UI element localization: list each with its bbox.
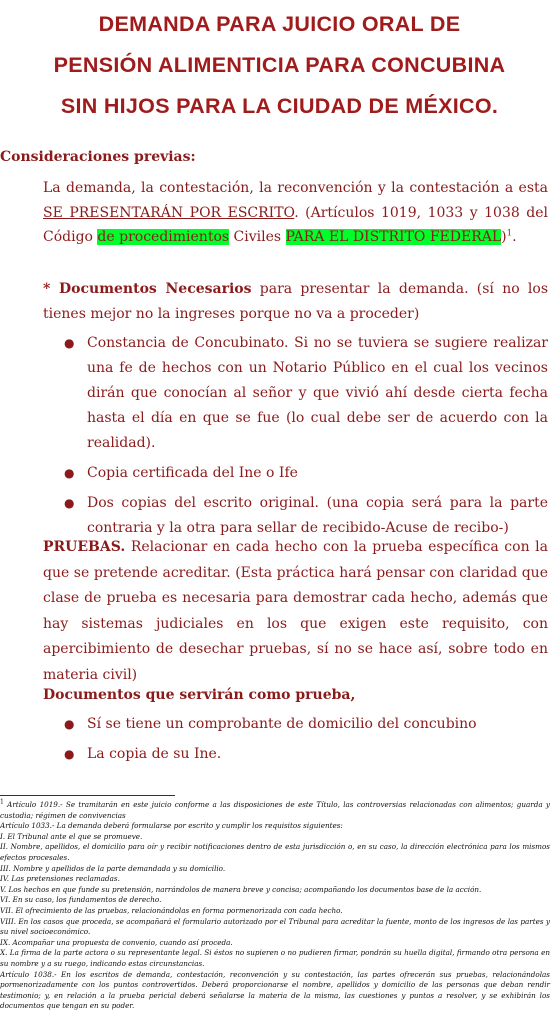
pruebas-rest: Relacionar en cada hecho con la prueba específica con la que se pretende acreditar. (Esta práctica hará pensar con claridad que clase de prueba es necesaria para demostrar cada hecho, además que hay sistemas judiciales en los que exigen este requisito, con apercibimiento de desechar pruebas, sí no se hace así, sobre todo en materia civil) (43, 539, 548, 683)
bullet-icon: ● (64, 717, 75, 731)
list-item (60, 742, 548, 767)
list-item-text: Copia certificada del Ine o Ife (87, 465, 298, 481)
underlined-text: SE PRESENTARÁN POR ESCRITO (43, 204, 295, 221)
list-item-text: Dos copias del escrito original. (una copia será para la parte contraria y la otra para sellar de recibido-Acuse de recibo-) (87, 495, 548, 536)
list-item (60, 491, 548, 541)
pruebas-lead: PRUEBAS. (43, 539, 126, 555)
footnote-separator (0, 795, 175, 796)
documentos-prueba-list (60, 712, 548, 772)
footnote-line: VIII. En los casos que proceda, se acompañará el formulario autorizado por el Tribunal para acreditar la fuente, monto de los ingresos de las partes y su nivel socioeconómico. (0, 916, 550, 937)
title-line-1: DEMANDA PARA JUICIO ORAL DE (98, 12, 461, 36)
bullet-icon: ● (64, 496, 75, 510)
footnote-line: VI. En su caso, los fundamentos de derecho. (0, 895, 162, 905)
highlighted-text: PARA EL DISTRITO FEDERAL (285, 229, 502, 245)
footnote-line: IX. Acompañar una propuesta de convenio, cuando así proceda. (0, 937, 233, 947)
footnote-text: Artículo 1019.- Se tramitarán en este juicio conforme a las disposiciones de este Título, las controversias relacionadas con alimentos; guarda y custodia; régimen de convivencias (0, 800, 550, 820)
footnote-line: VII. El ofrecimiento de las pruebas, relacionándolas en forma pormenorizada con cada hecho. (0, 905, 343, 915)
text-segment: Civiles (229, 229, 286, 245)
list-item (60, 331, 548, 456)
pruebas-paragraph (43, 535, 548, 688)
footnote-line: Artículo 1033.- La demanda deberá formularse por escrito y cumplir los requisitos siguientes: (0, 821, 343, 831)
bullet-icon: ● (64, 336, 75, 350)
footnote-line: II. Nombre, apellidos, el domicilio para oír y recibir notificaciones dentro de esta jurisdicción o, en su caso, la dirección electrónica para los mismos efectos procesales. (0, 842, 550, 862)
consideraciones-heading: Consideraciones previas: (0, 149, 196, 165)
consideraciones-paragraph (43, 176, 548, 250)
footnote-line: V. Los hechos en que funde su pretensión, narrándolos de manera breve y concisa; acompañando los documentos base de la acción. (0, 884, 482, 894)
documentos-necesarios-paragraph (43, 277, 548, 327)
footnote-line (0, 800, 550, 821)
list-item-text: La copia de su Ine. (87, 746, 222, 762)
title-line-2: PENSIÓN ALIMENTICIA PARA CONCUBINA (53, 53, 506, 77)
footnote-line: Artículo 1038.- En los escritos de demanda, contestación, reconvención y su contestación, las partes ofrecerán sus pruebas, relacionándolas pormenorizadamente con los puntos controvertidos. Deberá proporcionarse el nombre, apellidos y domicilio de las personas que deban rendir testimonio; y, en relación a la prueba pericial deberá señalarse la materia de la misma, las cuestiones y puntos a resolver, y se exhibirán los documentos que tengan en su poder. (0, 969, 550, 1011)
documentos-rest: para presentar la demanda. (sí no los tienes mejor no la ingreses porque no va a proceder) (43, 281, 549, 322)
documentos-lead: * Documentos Necesarios (43, 281, 252, 297)
footnote-line: IV. Las pretensiones reclamadas. (0, 874, 120, 884)
list-item (60, 461, 548, 486)
text-segment: La demanda, la contestación, la reconvención y la contestación a esta (43, 180, 548, 196)
list-item (60, 712, 548, 737)
documentos-list (60, 331, 548, 546)
footnote-marker: 1 (0, 798, 4, 806)
bullet-icon: ● (64, 747, 75, 761)
footnote (0, 800, 550, 1012)
text-segment: . (512, 229, 517, 245)
document-title (0, 0, 559, 127)
documentos-prueba-heading: Documentos que servirán como prueba, (43, 687, 356, 703)
footnote-line: III. Nombre y apellidos de la parte demandada y su domicilio. (0, 863, 226, 873)
footnote-reference[interactable]: 1 (506, 228, 513, 239)
text-segment: ) (501, 229, 507, 245)
footnote-line: I. El Tribunal ante el que se promueve. (0, 831, 143, 841)
list-item-text: Constancia de Concubinato. Si no se tuviera se sugiere realizar una fe de hechos con un Notario Público en el cual los vecinos dirán que conocían al señor y que vivió ahí desde cierta fecha hasta el día en que se fue (lo cual debe ser de acuerdo con la realidad). (87, 335, 548, 451)
footnote-line: X. La firma de la parte actora o su representante legal. Si éstos no supieren o no pudieren firmar, pondrán su huella digital, firmando otra persona en su nombre y a su ruego, indicando estas circunstancias. (0, 948, 550, 968)
text-segment: . (Artículos 1019, 1033 y 1038 del Código (43, 204, 548, 245)
list-item-text: Sí se tiene un comprobante de domicilio del concubino (87, 716, 477, 732)
highlighted-text: de procedimientos (97, 229, 230, 245)
title-line-3: SIN HIJOS PARA LA CIUDAD DE MÉXICO. (60, 94, 499, 118)
bullet-icon: ● (64, 466, 75, 480)
